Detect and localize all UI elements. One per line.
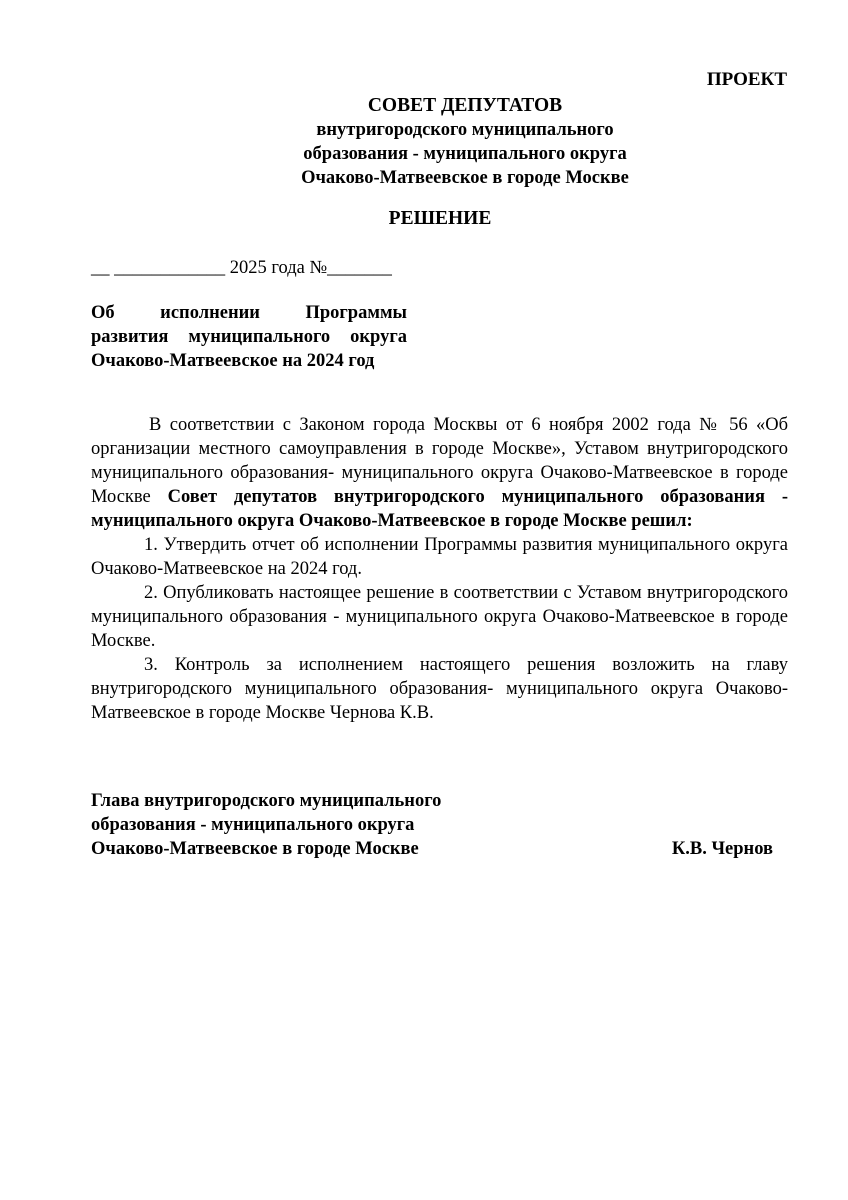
- subject-line-3: Очаково-Матвеевское на 2024 год: [91, 351, 375, 371]
- decision-item-1: 1. Утвердить отчет об исполнении Программы развития муниципального округа Очаково-Матвеевское на 2024 год.: [91, 535, 788, 579]
- subject-line-1: Об исполнении Программы: [91, 303, 407, 323]
- signature-block: [91, 789, 781, 861]
- date-number-line: __ ____________ 2025 года №_______: [91, 258, 392, 278]
- decision-title: РЕШЕНИЕ: [388, 208, 492, 229]
- subject-line-2: развития муниципального округа: [91, 327, 407, 347]
- decision-item-2: 2. Опубликовать настоящее решение в соответствии с Уставом внутригородского муниципального образования - муниципального округа Очаково-Матвеевское в городе Москве.: [91, 583, 788, 651]
- preamble-resolution: Совет депутатов внутригородского муниципального образования - муниципального округа Очаково-Матвеевское в городе Москве решил:: [91, 487, 788, 531]
- council-header: [90, 94, 840, 190]
- signature-line-2: образования - муниципального округа: [91, 815, 415, 835]
- header-line-3: образования - муниципального округа: [303, 144, 627, 164]
- preamble-text: В соответствии с Законом города Москвы от 6 ноября 2002 года № 56 «Об организации местного самоуправления в городе Москве», Уставом внутригородского муниципального образования- муниципального округа Очаково-Матвеевское в городе Москве: [91, 415, 788, 507]
- signatory-name: К.В. Чернов: [671, 839, 773, 859]
- decision-subject: [91, 301, 407, 373]
- signature-line-1: Глава внутригородского муниципального: [91, 791, 442, 811]
- signature-line-3: Очаково-Матвеевское в городе Москве: [91, 839, 419, 859]
- decision-item-3: 3. Контроль за исполнением настоящего решения возложить на главу внутригородского муниципального образования- муниципального округа Очаково-Матвеевское в городе Москве Чернова К.В.: [91, 655, 788, 723]
- preamble-paragraph: [91, 413, 788, 533]
- draft-label: ПРОЕКТ: [706, 69, 787, 90]
- header-line-2: внутригородского муниципального: [316, 120, 614, 140]
- header-line-1: СОВЕТ ДЕПУТАТОВ: [367, 95, 563, 116]
- header-line-4: Очаково-Матвеевское в городе Москве: [301, 168, 629, 188]
- decision-body: [91, 413, 788, 725]
